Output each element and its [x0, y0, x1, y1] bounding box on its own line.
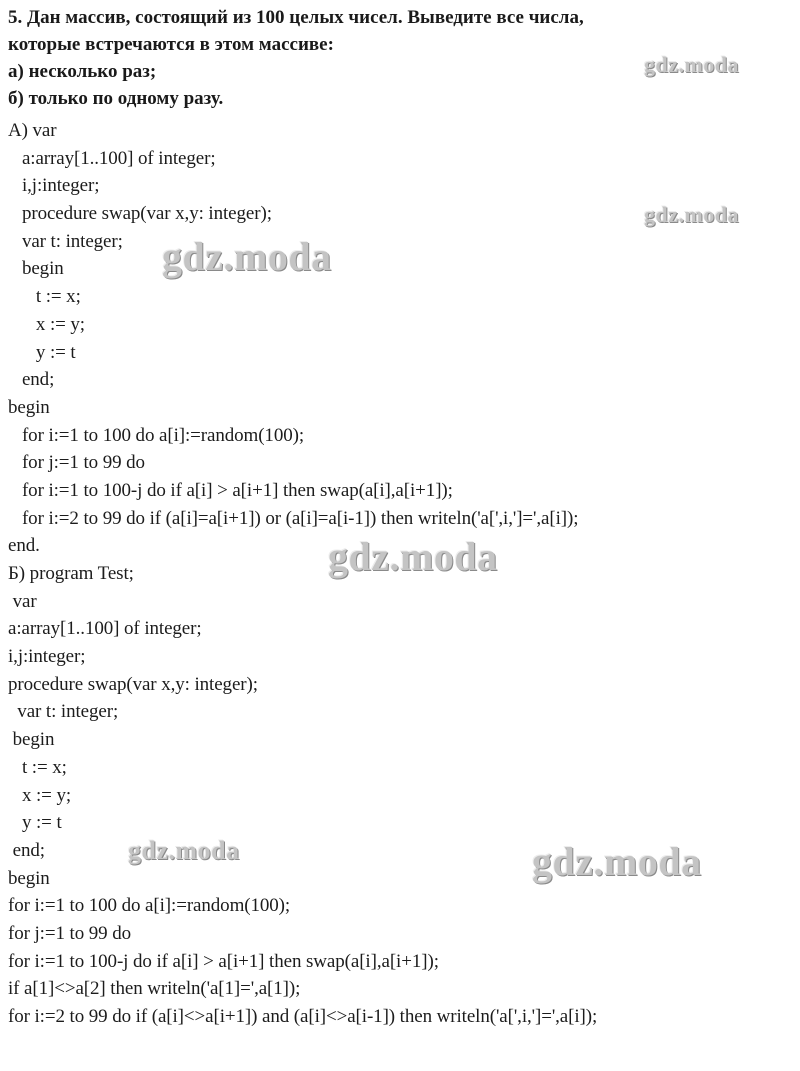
code-line: t := x; [8, 286, 81, 308]
code-line: end; [8, 839, 45, 861]
code-line: end; [8, 369, 55, 391]
code-line: begin [8, 729, 55, 751]
code-line: for i:=2 to 99 do if (a[i]<>a[i+1]) and (a[i]<>a[i-1]) then writeln('a[',i,']=',a[i]); [8, 1006, 598, 1027]
code-line: var t: integer; [8, 701, 119, 723]
task-line: б) только по одному разу. [8, 88, 224, 109]
code-line: i,j:integer; [8, 646, 86, 668]
code-line: if a[1]<>a[2] then writeln('a[1]=',a[1]); [8, 978, 301, 1000]
code-line: y := t [8, 341, 76, 363]
code-line: A) var [8, 120, 57, 141]
code-line: var [8, 590, 37, 612]
code-line: for i:=1 to 100-j do if a[i] > a[i+1] then swap(a[i],a[i+1]); [8, 950, 439, 972]
code-line: x := y; [8, 313, 85, 335]
code-line: for j:=1 to 99 do [8, 452, 145, 474]
watermark: gdz.moda [644, 202, 740, 227]
code-line: Б) program Test; [8, 563, 134, 584]
code-line: i,j:integer; [8, 175, 100, 197]
watermark: gdz.moda [532, 839, 702, 884]
watermark: gdz.moda [644, 52, 740, 77]
code-line: for j:=1 to 99 do [8, 922, 132, 944]
watermark: gdz.moda [162, 234, 332, 279]
code-line: begin [8, 258, 64, 280]
task-line: которые встречаются в этом массиве: [8, 34, 334, 55]
code-line: begin [8, 396, 50, 418]
code-line: t := x; [8, 756, 67, 778]
code-line: y := t [8, 812, 62, 834]
code-line: for i:=1 to 100-j do if a[i] > a[i+1] then swap(a[i],a[i+1]); [8, 479, 453, 501]
code-line: procedure swap(var x,y: integer); [8, 203, 272, 225]
watermark: gdz.moda [328, 534, 498, 579]
task-line: а) несколько раз; [8, 61, 157, 82]
watermark: gdz.moda [128, 836, 240, 865]
code-line: for i:=1 to 100 do a[i]:=random(100); [8, 895, 291, 917]
code-line: begin [8, 867, 50, 889]
task-line: 5. Дан массив, состоящий из 100 целых чисел. Выведите все числа, [8, 7, 584, 28]
code-line: for i:=2 to 99 do if (a[i]=a[i+1]) or (a[i]=a[i-1]) then writeln('a[',i,']=',a[i]); [8, 507, 579, 529]
code-line: a:array[1..100] of integer; [8, 147, 216, 169]
code-line: procedure swap(var x,y: integer); [8, 673, 258, 695]
code-line: var t: integer; [8, 230, 123, 252]
code-line: end. [8, 535, 40, 557]
code-line: x := y; [8, 784, 72, 806]
code-line: for i:=1 to 100 do a[i]:=random(100); [8, 424, 305, 446]
code-line: a:array[1..100] of integer; [8, 618, 202, 640]
